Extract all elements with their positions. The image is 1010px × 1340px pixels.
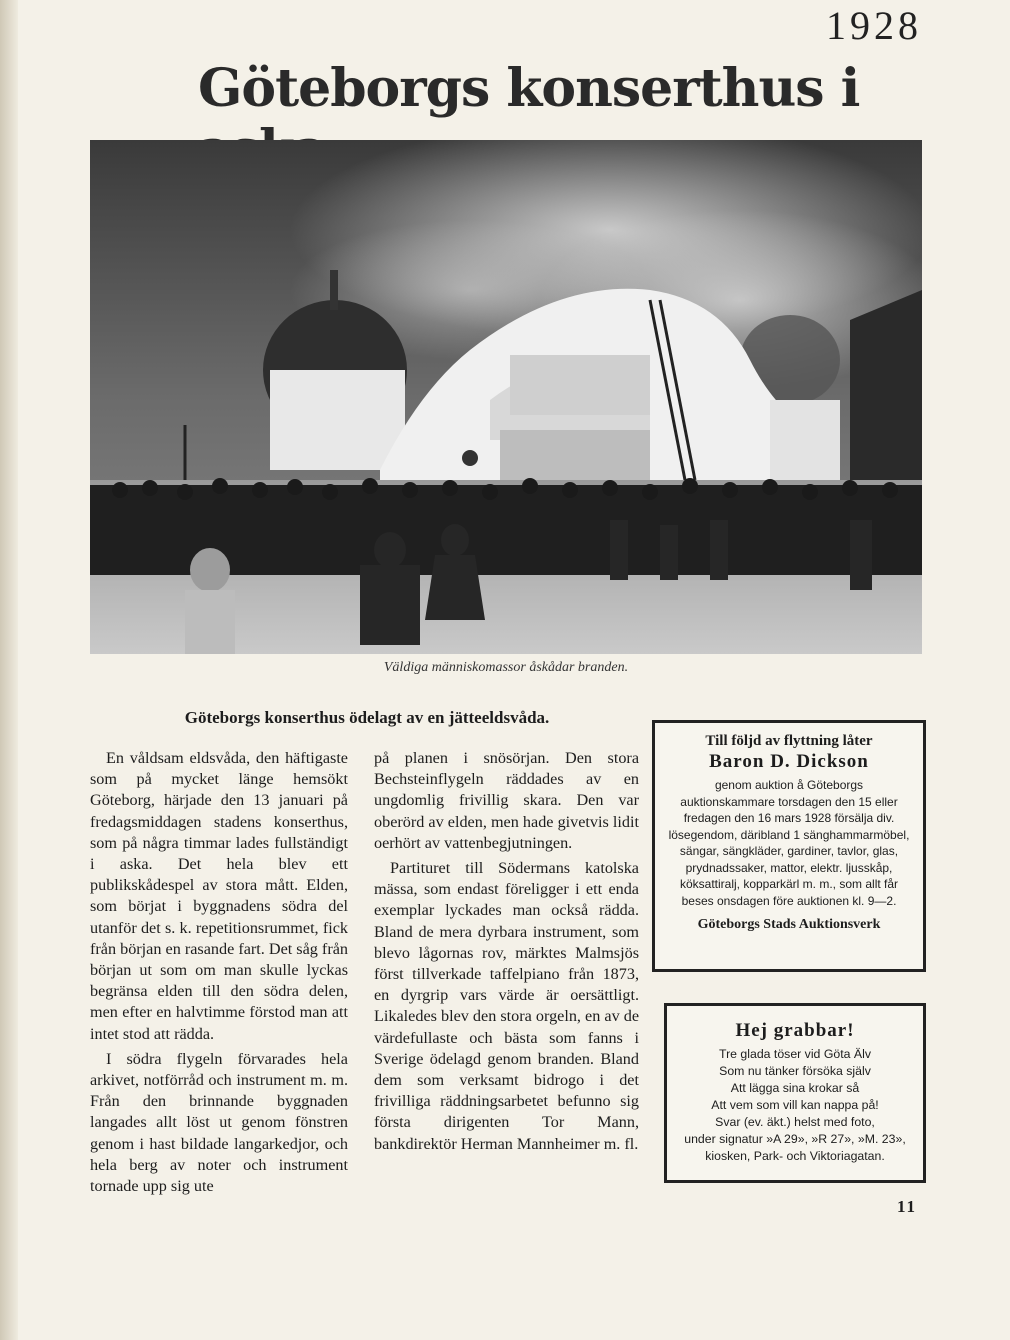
- personal-ad-line: Att vem som vill kan nappa på!: [711, 1098, 879, 1112]
- personal-ad-line: Som nu tänker försöka själv: [719, 1064, 871, 1078]
- page-number: 11: [897, 1197, 918, 1216]
- personal-advertisement: [664, 1003, 926, 1183]
- article-column-2: [374, 748, 639, 1159]
- article-paragraph: Partituret till Södermans katolska mässa, som endast föreligger i ett enda exemplar lyckades man också rädda. Bland de mera dyrbara instrument, som blevo lågornas rov, märktes Malmsjös först tillverkade taffelpiano från 1873, en dyrgrip vars värde är oersättligt. Likaledes blev den stora orgeln, en av de värdefullaste och bästa som fanns i Sverige ödelagd genom branden. Bland dem som verksamt bidrogo i det frivilliga räddningsarbetet befunno sig första dirigenten Tor Mann, bankdirektör Herman Mannheimer m. fl.: [374, 859, 639, 1153]
- personal-ad-line: Att lägga sina krokar så: [730, 1081, 860, 1095]
- page-gutter: [0, 0, 18, 1340]
- personal-ad-line: under signatur »A 29», »R 27», »M. 23»,: [684, 1132, 906, 1146]
- auction-ad-signature: Göteborgs Stads Auktionsverk: [697, 917, 881, 932]
- year-label: 1928: [826, 3, 922, 48]
- auction-ad-name: Baron D. Dickson: [709, 751, 869, 772]
- personal-ad-line: Svar (ev. äkt.) helst med foto,: [715, 1115, 875, 1129]
- personal-ad-body: [667, 1046, 923, 1165]
- article-paragraph: En våldsam eldsvåda, den häftigaste som på mycket länge hemsökt Göteborg, härjade den 13 januari på fredagsmiddagen stadens konserthus, som på några timmar lades fullständigt i aska. Det hela blev ett publikskådespel av stora mått. Elden, som börjat i byggnadens södra del utanför det s. k. repetitionsrummet, fick från början en rasande fart. Det såg från början ut som om man skulle lyckas begränsa elden till den södra delen, men efter en halvtimme förstod man att intet stod att rädda.: [90, 749, 348, 1043]
- article-column-1: [90, 748, 348, 1201]
- fire-photograph: [90, 140, 922, 654]
- auction-advertisement: [652, 720, 926, 972]
- auction-ad-intro: Till följd av flyttning låter: [705, 733, 873, 749]
- personal-ad-line: kiosken, Park- och Viktoriagatan.: [705, 1149, 885, 1163]
- auction-ad-body: genom auktion å Göteborgs auktionskammare torsdagen den 15 eller fredagen den 16 mars 1928 försälja div. lösegendom, däribland 1 sänghammarmöbel, sängar, sängkläder, gardiner, tavlor, glas, prydnadssaker, mattor, elektr. ljusskåp, köksattiralj, kopparkärl m. m., som allt får beses onsdagen före auktionen kl. 9—2.: [668, 778, 910, 908]
- personal-ad-title: Hej grabbar!: [735, 1020, 855, 1041]
- article-paragraph: I södra flygeln förvarades hela arkivet, notförråd och instrument m. m. Från den brinnande byggnaden langades allt löst ut genom fönstren genom i hast bildade langarkedjor, och hela berg av noter och instrument tornade upp sig ute: [90, 1049, 348, 1196]
- page-title: Göteborgs konserthus i: [198, 58, 860, 119]
- article-subheading: Göteborgs konserthus ödelagt av en jätteeldsvåda.: [184, 708, 550, 727]
- article-paragraph: på planen i snösörjan. Den stora Bechsteinflygeln räddades av en ungdomlig frivillig skara. Den var oberörd av elden, men hade givetvis lidit oerhört av vattenbegjutningen.: [374, 749, 639, 852]
- photo-caption: Väldiga människomassor åskådar branden.: [383, 660, 629, 675]
- personal-ad-line: Tre glada töser vid Göta Älv: [719, 1047, 871, 1061]
